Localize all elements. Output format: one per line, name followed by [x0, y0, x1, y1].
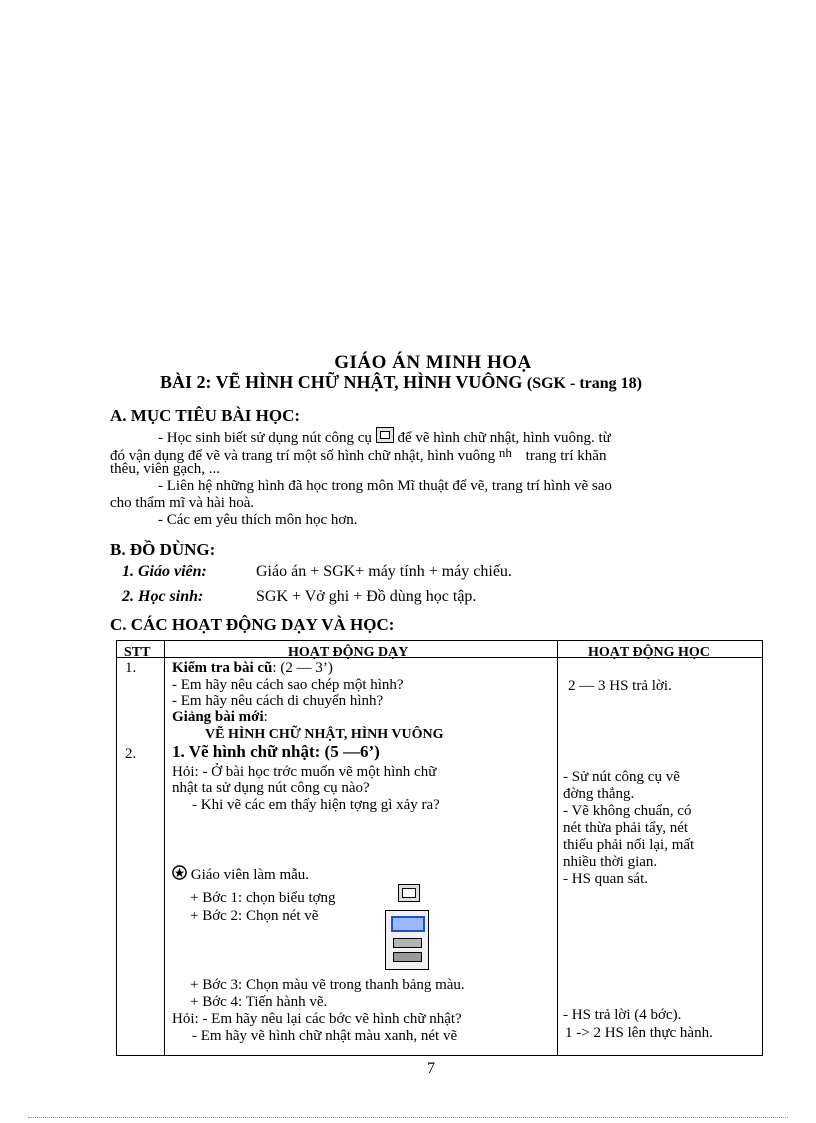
teacher-label: 1. Giáo viên:: [122, 563, 207, 580]
answer-3-line-d: nhiều thời gian.: [563, 854, 658, 870]
student-label: 2. Học sinh:: [122, 588, 204, 605]
table-border-left: [116, 640, 117, 1056]
teacher-demo: [172, 865, 309, 883]
step-2: + Bớc 2: Chọn nét vẽ: [190, 908, 319, 924]
question-1-line-c: - Khi vẽ các em thấy hiện tợng gì xảy ra?: [192, 797, 440, 813]
page-number: 7: [427, 1060, 435, 1077]
review-label: Kiểm tra bài cũ: [172, 660, 273, 676]
section-a-heading: A. MỤC TIÊU BÀI HỌC:: [110, 406, 301, 425]
question-1-line-a: Hỏi: - Ở bài học trớc muốn vẽ một hình chữ: [172, 764, 437, 780]
row-1-number: 1.: [125, 660, 137, 676]
step-4: + Bớc 4: Tiến hành vẽ.: [190, 994, 328, 1010]
section-b-heading: B. ĐỒ DÙNG:: [110, 540, 216, 559]
line-style-selected: [391, 916, 425, 932]
rectangle-tool-icon: [376, 427, 394, 443]
table-border-top: [116, 640, 763, 641]
line-style-medium: [393, 938, 422, 948]
answer-2-line-a: - Sử nút công cụ vẽ: [563, 769, 680, 785]
topic-heading: VẼ HÌNH CHỮ NHẬT, HÌNH VUÔNG: [205, 727, 444, 742]
section-c-heading: C. CÁC HOẠT ĐỘNG DẠY VÀ HỌC:: [110, 615, 395, 634]
objective-line-2-end: trang trí khăn: [525, 448, 607, 464]
rectangle-tool-icon: [398, 884, 420, 902]
line-style-palette-icon: [385, 910, 429, 970]
objective-line-4: - Liên hệ những hình đã học trong môn Mĩ thuật để vẽ, trang trí hình vẽ sao: [158, 478, 612, 494]
lesson-reference: (SGK - trang 18): [526, 375, 642, 392]
student-materials: SGK + Vở ghi + Đồ dùng học tập.: [256, 588, 477, 605]
objective-line-3: thêu, viên gạch, ...: [110, 461, 220, 477]
step-1: + Bớc 1: chọn biểu tợng: [190, 890, 336, 906]
row-2-number: 2.: [125, 746, 137, 762]
answer-2-line-b: đờng thẳng.: [563, 786, 635, 802]
review-heading: [172, 660, 333, 676]
subtopic-1-heading: 1. Vẽ hình chữ nhật: (5 —6’): [172, 742, 380, 761]
question-1-line-b: nhật ta sử dụng nút công cụ nào?: [172, 780, 370, 796]
table-border-right: [762, 640, 763, 1056]
objective-line-1a: - Học sinh biết sử dụng nút công cụ: [158, 430, 372, 446]
page-title: GIÁO ÁN MINH HOẠ: [334, 352, 532, 373]
header-teaching: HOẠT ĐỘNG DẠY: [288, 645, 409, 660]
objective-line-1b: để vẽ hình chữ nhật, hình vuông. từ: [397, 430, 611, 446]
star-bullet-icon: [172, 865, 187, 880]
answer-4: - HS quan sát.: [563, 871, 648, 887]
answer-3-line-a: - Vẽ không chuẩn, có: [563, 803, 692, 819]
answer-5: - HS trả lời (4 bớc).: [563, 1007, 682, 1023]
step-3: + Bớc 3: Chọn màu vẽ trong thanh bảng màu.: [190, 977, 465, 993]
review-time: : (2 — 3’): [272, 660, 333, 676]
table-border-bottom: [116, 1055, 763, 1056]
answer-6: 1 -> 2 HS lên thực hành.: [565, 1025, 713, 1041]
teacher-demo-text: Giáo viên làm mẫu.: [190, 867, 310, 883]
new-lesson-colon: :: [263, 709, 268, 725]
objective-line-6: - Các em yêu thích môn học hơn.: [158, 512, 358, 528]
header-learning: HOẠT ĐỘNG HỌC: [588, 645, 710, 660]
teacher-materials: Giáo án + SGK+ máy tính + máy chiếu.: [256, 563, 512, 580]
objective-line-5: cho thẩm mĩ và hài hoà.: [110, 495, 255, 511]
answer-3-line-c: thiếu phải nối lại, mất: [563, 837, 695, 853]
objective-line-2-nh: nh: [498, 445, 512, 460]
new-lesson-heading: [172, 709, 268, 725]
question-2-line-b: - Em hãy vẽ hình chữ nhật màu xanh, nét vẽ: [192, 1028, 458, 1044]
lesson-title-text: BÀI 2: VẼ HÌNH CHỮ NHẬT, HÌNH VUÔNG: [160, 372, 523, 392]
footer-divider: [28, 1117, 788, 1118]
table-col-divider-1: [164, 640, 165, 1056]
objective-line-2-text: đó vận dụng để vẽ và trang trí một số hình chữ nhật, hình vuông: [110, 448, 496, 464]
answer-1: 2 — 3 HS trả lời.: [568, 678, 672, 694]
header-stt: STT: [124, 645, 151, 660]
table-col-divider-2: [557, 640, 558, 1056]
line-style-thick: [393, 952, 422, 962]
review-question-1: - Em hãy nêu cách sao chép một hình?: [172, 677, 404, 693]
review-question-2: - Em hãy nêu cách di chuyển hình?: [172, 693, 384, 709]
answer-3-line-b: nét thừa phải tẩy, nét: [563, 820, 689, 836]
question-2-line-a: Hỏi: - Em hãy nêu lại các bớc vẽ hình chữ nhật?: [172, 1011, 462, 1027]
new-lesson-label: Giảng bài mới: [172, 709, 264, 725]
lesson-title: [160, 372, 642, 393]
